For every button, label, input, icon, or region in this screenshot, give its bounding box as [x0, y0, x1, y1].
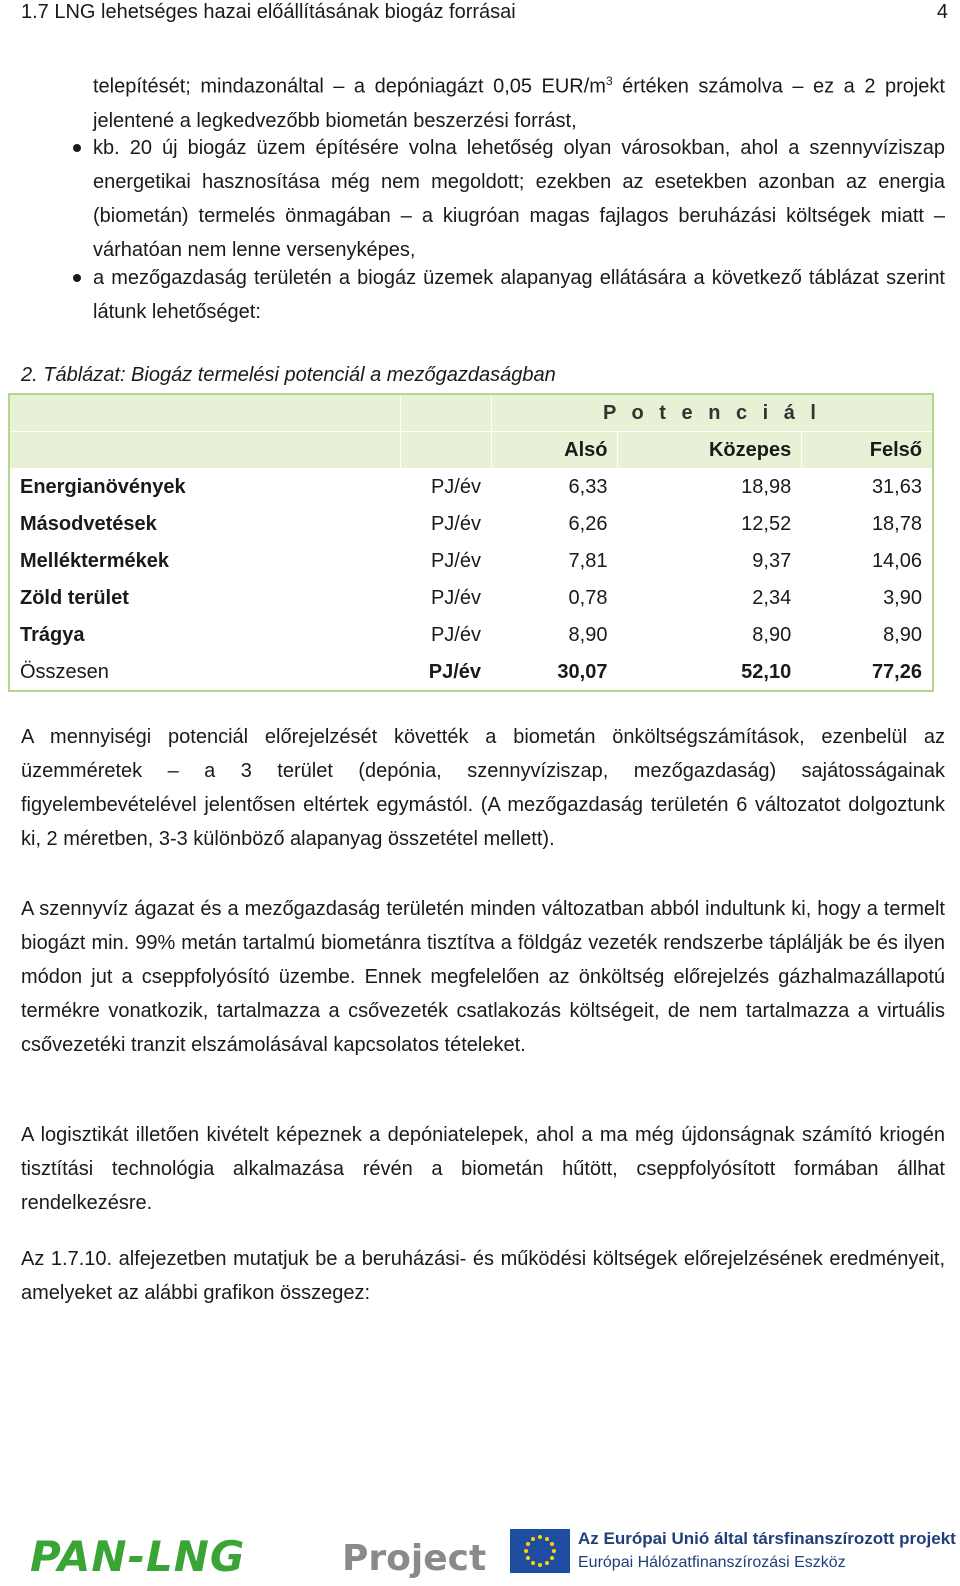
table-row: [9, 617, 933, 654]
value-cell: 8,90: [802, 617, 933, 654]
total-value: 52,10: [618, 654, 802, 692]
eu-stars-icon: [510, 1529, 570, 1573]
empty-cell: [401, 394, 492, 432]
column-header: Alsó: [492, 432, 618, 469]
row-name: Melléktermékek: [9, 543, 401, 580]
bullet-item: [93, 261, 945, 329]
value-cell: 18,98: [618, 469, 802, 506]
column-header: Felső: [802, 432, 933, 469]
group-header: P o t e n c i á l: [492, 394, 934, 432]
row-name: Másodvetések: [9, 506, 401, 543]
table-column-header-row: [9, 432, 933, 469]
potential-table: [8, 393, 934, 692]
value-cell: 9,37: [618, 543, 802, 580]
value-cell: 8,90: [618, 617, 802, 654]
table-group-header-row: [9, 394, 933, 432]
value-cell: 0,78: [492, 580, 618, 617]
table-row: [9, 506, 933, 543]
bullet-icon: [73, 144, 81, 152]
value-cell: 18,78: [802, 506, 933, 543]
bullet-text: a mezőgazdaság területén a biogáz üzemek alapanyag ellátására a következő táblázat szerint látunk lehetőséget:: [93, 267, 945, 323]
value-cell: 14,06: [802, 543, 933, 580]
body-paragraph: Az 1.7.10. alfejezetben mutatjuk be a beruházási- és működési költségek előrejelzésének eredményeit, amelyeket az alábbi grafikon összegez:: [21, 1248, 945, 1304]
empty-cell: [9, 394, 401, 432]
header-title: 1.7 LNG lehetséges hazai előállításának biogáz forrásai: [21, 1, 516, 23]
row-name: Zöld terület: [9, 580, 401, 617]
row-unit: PJ/év: [401, 469, 492, 506]
total-value: 77,26: [802, 654, 933, 692]
page-number: 4: [936, 1, 948, 23]
value-cell: 31,63: [802, 469, 933, 506]
table-total-row: [9, 654, 933, 692]
body-paragraph: A mennyiségi potenciál előrejelzését követték a biometán önköltségszámítások, ezenbelül az üzemméretek – a 3 terület (depónia, szennyvíziszap, mezőgazdaság) sajátosságainak figyelembevételével jelentősen eltértek egymástól. (A mezőgazdaság területén 6 változatot dolgoztunk ki, 2 méretben, 3-3 különböző alapanyag összetétel mellett).: [21, 726, 945, 850]
row-unit: PJ/év: [401, 580, 492, 617]
eu-funding-text: Az Európai Unió által társfinanszírozott projekt: [578, 1529, 956, 1548]
row-unit: PJ/év: [401, 617, 492, 654]
eu-flag-icon: [510, 1529, 570, 1573]
table-caption: 2. Táblázat: Biogáz termelési potenciál a mezőgazdaságban: [21, 364, 556, 386]
total-value: 30,07: [492, 654, 618, 692]
value-cell: 6,33: [492, 469, 618, 506]
value-cell: 7,81: [492, 543, 618, 580]
page-footer: [0, 1516, 960, 1586]
project-logo-text: Project: [342, 1538, 487, 1579]
body-paragraph: A szennyvíz ágazat és a mezőgazdaság területén minden változatban abból indultunk ki, hogy a termelt biogázt min. 99% metán tartalmú biometánra tisztítva a földgáz vezeték rendszerbe táplálják be és ilyen módon jut a cseppfolyósító üzembe. Ennek megfelelően az önköltség előrejelzés gázhalmazállapotú termékre vonatkozik, tartalmazza a csővezeték csatlakozás költségeit, de nem tartalmazza a virtuális csővezetéki tranzit elszámolásával kapcsolatos tételeket.: [21, 898, 945, 1056]
table-row: [9, 469, 933, 506]
bullet-item: [93, 131, 945, 267]
value-cell: 2,34: [618, 580, 802, 617]
value-cell: 6,26: [492, 506, 618, 543]
row-unit: PJ/év: [401, 506, 492, 543]
value-cell: 12,52: [618, 506, 802, 543]
intro-text: telepítését; mindazonáltal – a depóniagázt 0,05 EUR/m: [93, 75, 606, 98]
row-name: Trágya: [9, 617, 401, 654]
intro-paragraph: [93, 64, 945, 138]
empty-cell: [9, 432, 401, 469]
page-header: [21, 0, 950, 26]
intro-superscript: 3: [605, 74, 613, 88]
value-cell: 8,90: [492, 617, 618, 654]
column-header: Közepes: [618, 432, 802, 469]
intro-text-continued: értéken számolva – ez a 2 projekt jelentené a legkedvezőbb biometán beszerzési forrást,: [93, 75, 945, 132]
table-row: [9, 543, 933, 580]
bullet-text: kb. 20 új biogáz üzem építésére volna lehetőség olyan városokban, ahol a szennyvíziszap energetikai hasznosítása még nem megoldott; ezekben az esetekben azonban az energia (biometán) termelés önmagában – a kiugróan magas fajlagos beruházási költségek miatt – várhatóan nem lenne versenyképes,: [93, 137, 945, 261]
row-name: Energianövények: [9, 469, 401, 506]
total-name: Összesen: [9, 654, 401, 692]
row-unit: PJ/év: [401, 543, 492, 580]
eu-facility-text: Európai Hálózatfinanszírozási Eszköz: [578, 1554, 846, 1571]
pan-lng-logo: PAN-LNG: [30, 1532, 246, 1581]
empty-cell: [401, 432, 492, 469]
total-unit: PJ/év: [401, 654, 492, 692]
value-cell: 3,90: [802, 580, 933, 617]
table-row: [9, 580, 933, 617]
body-paragraph: A logisztikát illetően kivételt képeznek a depóniatelepek, ahol a ma még újdonságnak számító kriogén tisztítási technológia alkalmazása révén a biometán hűtött, cseppfolyósított formában állhat rendelkezésre.: [21, 1124, 945, 1214]
bullet-icon: [73, 274, 81, 282]
